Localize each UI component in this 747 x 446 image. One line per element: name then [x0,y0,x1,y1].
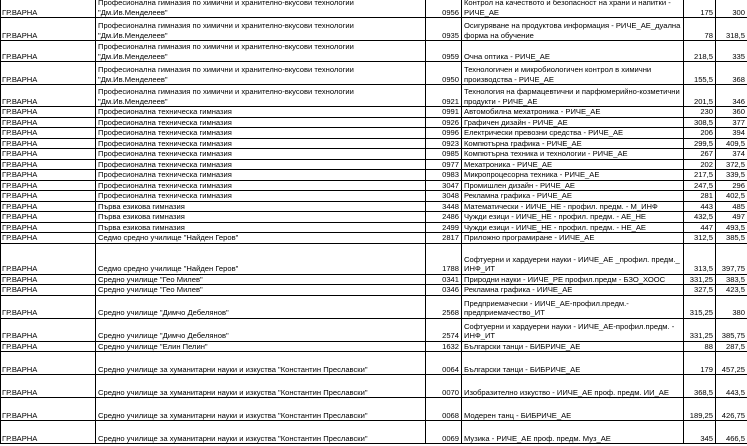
cell-code: 3047 [426,180,462,191]
cell-city: ГР.ВАРНА [1,138,96,149]
cell-code: 0923 [426,138,462,149]
cell-city: ГР.ВАРНА [1,159,96,170]
cell-city: ГР.ВАРНА [1,0,96,18]
cell-city: ГР.ВАРНА [1,341,96,352]
cell-min-score: 267 [684,149,716,160]
table-row [1,212,747,223]
cell-city: ГР.ВАРНА [1,117,96,128]
cell-profession: Рекламна графика - ИИЧЕ_АЕ [462,285,684,296]
cell-code: 2486 [426,212,462,223]
cell-profession: Автомобилна мехатроника - РИЧЕ_АЕ [462,107,684,118]
cell-code: 2568 [426,295,462,318]
cell-code: 0991 [426,107,462,118]
cell-code: 1632 [426,341,462,352]
table-row [1,243,747,274]
cell-profession: Модерен танц - БИБРИЧЕ_АЕ [462,398,684,421]
cell-profession: Контрол на качеството и безопасност на храни и напитки - РИЧЕ_АЕ [462,0,684,18]
cell-profession: Компютърна графика - РИЧЕ_АЕ [462,138,684,149]
cell-code: 0983 [426,170,462,181]
table-row [1,352,747,375]
cell-school: Средно училище за хуманитарни науки и изкуства "Константин Преславски" [96,352,426,375]
cell-school: Средно училище "Елин Пелин" [96,341,426,352]
cell-min-score: 331,25 [684,274,716,285]
cell-city: ГР.ВАРНА [1,285,96,296]
cell-max-score: 443,5 [716,375,747,398]
cell-code: 0977 [426,159,462,170]
cell-min-score: 247,5 [684,180,716,191]
cell-max-score: 394 [716,128,747,139]
table-row [1,201,747,212]
cell-min-score: 202 [684,159,716,170]
cell-profession: Предприемачески - ИИЧЕ_АЕ-профил.предм.- предприемачество_ИТ [462,295,684,318]
cell-school: Средно училище "Димчо Дебелянов" [96,318,426,341]
cell-code: 3448 [426,201,462,212]
cell-city: ГР.ВАРНА [1,170,96,181]
cell-max-score: 426,75 [716,398,747,421]
table-row [1,62,747,85]
cell-profession: Рекламна графика - РИЧЕ_АЕ [462,191,684,202]
table-row [1,375,747,398]
cell-school: Професионална гимназия по химични и хранително-вкусови технологии "Дм.Ив.Менделеев" [96,18,426,41]
cell-min-score: 179 [684,352,716,375]
cell-max-score: 287,5 [716,341,747,352]
cell-school: Средно училище "Димчо Дебелянов" [96,295,426,318]
cell-profession: Софтуерни и хардуерни науки - ИИЧЕ_АЕ-профил.предм. - ИНФ_ИТ [462,318,684,341]
cell-max-score: 346 [716,85,747,107]
cell-school: Професионална техническа гимназия [96,128,426,139]
table-row [1,0,747,18]
results-table-body [1,0,747,444]
cell-profession: Приложно програмиране - ИИЧЕ_АЕ [462,233,684,244]
table-row [1,421,747,444]
cell-city: ГР.ВАРНА [1,191,96,202]
cell-city: ГР.ВАРНА [1,295,96,318]
cell-code: 3048 [426,191,462,202]
cell-city: ГР.ВАРНА [1,128,96,139]
cell-school: Средно училище за хуманитарни науки и изкуства "Константин Преславски" [96,375,426,398]
cell-code: 0064 [426,352,462,375]
cell-min-score: 230 [684,107,716,118]
cell-city: ГР.ВАРНА [1,352,96,375]
cell-city: ГР.ВАРНА [1,149,96,160]
cell-school: Професионална гимназия по химични и хранително-вкусови технологии "Дм.Ив.Менделеев" [96,85,426,107]
table-row [1,191,747,202]
cell-code: 2574 [426,318,462,341]
cell-max-score: 423,5 [716,285,747,296]
cell-city: ГР.ВАРНА [1,85,96,107]
cell-min-score: 327,5 [684,285,716,296]
cell-city: ГР.ВАРНА [1,212,96,223]
cell-school: Седмо средно училище "Найден Геров" [96,243,426,274]
cell-max-score: 485 [716,201,747,212]
table-row [1,180,747,191]
cell-max-score: 409,5 [716,138,747,149]
table-row [1,149,747,160]
cell-code: 0956 [426,0,462,18]
table-row [1,107,747,118]
cell-max-score: 383,5 [716,274,747,285]
cell-code: 0068 [426,398,462,421]
table-row [1,285,747,296]
cell-code: 0341 [426,274,462,285]
cell-max-score: 493,5 [716,222,747,233]
table-row [1,222,747,233]
cell-city: ГР.ВАРНА [1,233,96,244]
cell-max-score: 339,5 [716,170,747,181]
cell-profession: Изобразително изкуство - ИИЧЕ_АЕ проф. предм. ИИ_АЕ [462,375,684,398]
cell-max-score: 335 [716,41,747,62]
cell-max-score: 372,5 [716,159,747,170]
cell-min-score: 217,5 [684,170,716,181]
cell-profession: Електрически превозни средства - РИЧЕ_АЕ [462,128,684,139]
cell-min-score: 201,5 [684,85,716,107]
cell-school: Средно училище "Гео Милев" [96,285,426,296]
cell-school: Професионална гимназия по химични и хранително-вкусови технологии "Дм.Ив.Менделеев" [96,62,426,85]
cell-school: Средно училище за хуманитарни науки и изкуства "Константин Преславски" [96,398,426,421]
cell-profession: Български танци - БИБРИЧЕ_АЕ [462,352,684,375]
cell-max-score: 380 [716,295,747,318]
cell-profession: Графичен дизайн - РИЧЕ_АЕ [462,117,684,128]
cell-max-score: 374 [716,149,747,160]
cell-profession: Микропроцесорна техника - РИЧЕ_АЕ [462,170,684,181]
cell-school: Професионална техническа гимназия [96,149,426,160]
cell-code: 0069 [426,421,462,444]
cell-code: 0926 [426,117,462,128]
cell-school: Средно училище за хуманитарни науки и изкуства "Константин Преславски" [96,421,426,444]
table-row [1,170,747,181]
cell-code: 0921 [426,85,462,107]
cell-profession: Софтуерни и хардуерни науки - ИИЧЕ_АЕ _профил. предм._ ИНФ_ИТ [462,243,684,274]
cell-min-score: 368,5 [684,375,716,398]
cell-code: 0950 [426,62,462,85]
cell-min-score: 443 [684,201,716,212]
cell-profession: Чужди езици - ИИЧЕ_НЕ - профил. предм. - НЕ_АЕ [462,222,684,233]
cell-code: 0070 [426,375,462,398]
cell-max-score: 397,75 [716,243,747,274]
cell-school: Професионална техническа гимназия [96,117,426,128]
cell-max-score: 300 [716,0,747,18]
cell-min-score: 313,5 [684,243,716,274]
cell-profession: Чужди езици - ИИЧЕ_НЕ - профил. предм. - АЕ_НЕ [462,212,684,223]
cell-profession: Промишлен дизайн - РИЧЕ_АЕ [462,180,684,191]
cell-school: Професионална техническа гимназия [96,170,426,181]
cell-city: ГР.ВАРНА [1,398,96,421]
cell-max-score: 368 [716,62,747,85]
cell-city: ГР.ВАРНА [1,375,96,398]
table-row [1,117,747,128]
table-row [1,128,747,139]
cell-city: ГР.ВАРНА [1,201,96,212]
cell-city: ГР.ВАРНА [1,18,96,41]
cell-school: Професионална техническа гимназия [96,191,426,202]
table-row [1,318,747,341]
cell-profession: Компютърна техника и технологии - РИЧЕ_АЕ [462,149,684,160]
cell-min-score: 315,25 [684,295,716,318]
cell-max-score: 497 [716,212,747,223]
table-row [1,85,747,107]
cell-city: ГР.ВАРНА [1,421,96,444]
cell-min-score: 189,25 [684,398,716,421]
cell-city: ГР.ВАРНА [1,62,96,85]
cell-code: 0935 [426,18,462,41]
table-row [1,341,747,352]
table-row [1,18,747,41]
cell-min-score: 155,5 [684,62,716,85]
table-row [1,233,747,244]
cell-profession: Технологичен и микробиологичен контрол в химични производства - РИЧЕ_АЕ [462,62,684,85]
table-row [1,274,747,285]
cell-profession: Български танци - БИБРИЧЕ_АЕ [462,341,684,352]
cell-min-score: 175 [684,0,716,18]
cell-school: Седмо средно училище "Найден Геров" [96,233,426,244]
cell-min-score: 308,5 [684,117,716,128]
cell-min-score: 78 [684,18,716,41]
cell-school: Първа езикова гимназия [96,212,426,223]
cell-max-score: 466,5 [716,421,747,444]
cell-code: 0985 [426,149,462,160]
cell-max-score: 318,5 [716,18,747,41]
cell-min-score: 299,5 [684,138,716,149]
cell-max-score: 360 [716,107,747,118]
cell-school: Професионална гимназия по химични и хранително-вкусови технологии "Дм.Ив.Менделеев" [96,41,426,62]
table-row [1,41,747,62]
cell-school: Професионална техническа гимназия [96,138,426,149]
cell-profession: Мехатроника - РИЧЕ_АЕ [462,159,684,170]
cell-max-score: 377 [716,117,747,128]
cell-code: 2817 [426,233,462,244]
cell-school: Средно училище "Гео Милев" [96,274,426,285]
cell-max-score: 402,5 [716,191,747,202]
cell-profession: Математически - ИИЧЕ_НЕ - профил. предм. - М_ИНФ [462,201,684,212]
table-row [1,159,747,170]
cell-max-score: 457,25 [716,352,747,375]
cell-max-score: 296 [716,180,747,191]
cell-code: 2499 [426,222,462,233]
cell-city: ГР.ВАРНА [1,41,96,62]
cell-school: Първа езикова гимназия [96,201,426,212]
cell-min-score: 432,5 [684,212,716,223]
table-row [1,138,747,149]
cell-code: 0346 [426,285,462,296]
cell-profession: Очна оптика - РИЧЕ_АЕ [462,41,684,62]
cell-school: Професионална гимназия по химични и хранително-вкусови технологии "Дм.Ив.Менделеев" [96,0,426,18]
cell-school: Професионална техническа гимназия [96,159,426,170]
cell-max-score: 385,75 [716,318,747,341]
cell-code: 1788 [426,243,462,274]
cell-city: ГР.ВАРНА [1,243,96,274]
table-row [1,295,747,318]
cell-school: Професионална техническа гимназия [96,180,426,191]
cell-min-score: 312,5 [684,233,716,244]
cell-city: ГР.ВАРНА [1,180,96,191]
cell-min-score: 345 [684,421,716,444]
cell-max-score: 385,5 [716,233,747,244]
cell-min-score: 331,25 [684,318,716,341]
cell-min-score: 447 [684,222,716,233]
cell-school: Първа езикова гимназия [96,222,426,233]
cell-min-score: 218,5 [684,41,716,62]
table-row [1,398,747,421]
cell-city: ГР.ВАРНА [1,222,96,233]
cell-city: ГР.ВАРНА [1,107,96,118]
cell-city: ГР.ВАРНА [1,318,96,341]
cell-min-score: 281 [684,191,716,202]
cell-profession: Осигуряване на продуктова информация - РИЧЕ_АЕ_дуална форма на обучение [462,18,684,41]
cell-code: 0959 [426,41,462,62]
cell-profession: Технология на фармацевтични и парфюмерийно-козметични продукти - РИЧЕ_АЕ [462,85,684,107]
cell-school: Професионална техническа гимназия [96,107,426,118]
cell-city: ГР.ВАРНА [1,274,96,285]
cell-code: 0996 [426,128,462,139]
cell-min-score: 206 [684,128,716,139]
cell-profession: Музика - РИЧЕ_АЕ проф. предм. Муз_АЕ [462,421,684,444]
cell-profession: Природни науки - ИИЧЕ_РЕ профил.предм - БЗО_ХООС [462,274,684,285]
cell-min-score: 88 [684,341,716,352]
